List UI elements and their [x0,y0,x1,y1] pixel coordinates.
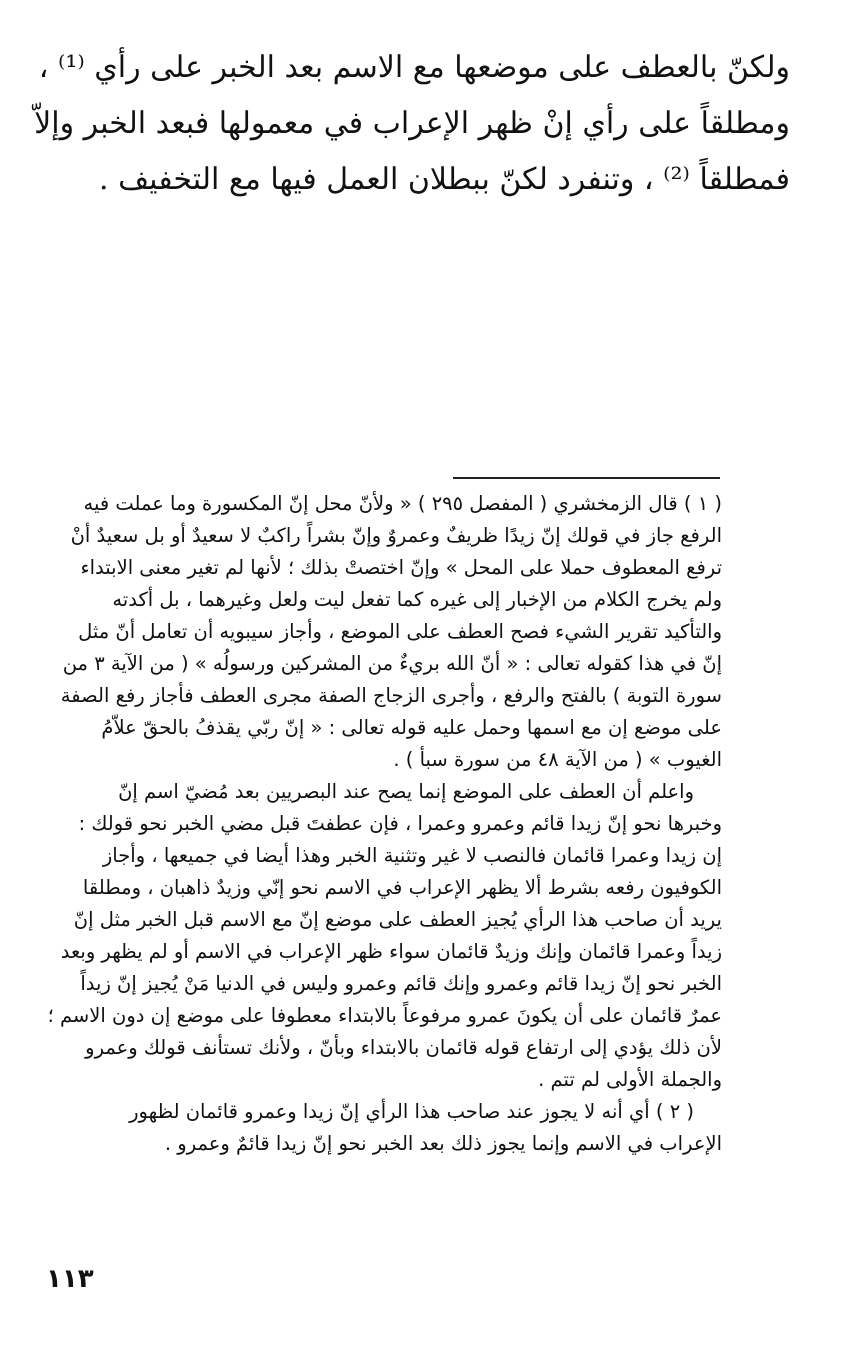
footnote-line: ترفع المعطوف حملا على المحل » وإنّ اختصتْ بذلك ؛ لأنها لم تغير معنى الابتداء [80,556,722,579]
main-text-line: ومطلقاً على رأي إنْ ظهر الإعراب في معمولها فبعد الخبر وإلاّ [34,106,790,141]
footnote-line: واعلم أن العطف على الموضع إنما يصح عند البصريين بعد مُضيّ اسم إنّ [118,780,694,803]
footnote-line: على موضع إن مع اسمها وحمل عليه قوله تعالى : « إنّ ربّي يقذفُ بالحقّ علاّمُ [101,716,722,739]
footnote-line: إن زيدا وعمرا قائمان فالنصب لا غير وتثنية الخبر وهذا أيضا في جميعها ، وأجاز [102,844,722,867]
main-text-block [34,40,790,208]
footnote-line: سورة التوبة ) بالفتح والرفع ، وأجرى الزجاج الصفة مجرى العطف فأجاز رفع الصفة [60,684,722,707]
page-number: ١١٣ [46,1264,94,1294]
footnote-line: ولم يخرج الكلام من الإخبار إلى غيره كما تفعل ليت ولعل وغيرهما ، بل أكدته [112,588,722,611]
footnote-line: والجملة الأولى لم تتم . [538,1068,722,1091]
footnote-line: الخبر نحو إنّ زيدا قائم وعمرو وإنك قائم وعمرو وليس في الدنيا مَنْ يُجيز إنّ زيداً [80,972,722,995]
main-text-line: فمطلقاً ⁽²⁾ ، وتنفرد لكنّ ببطلان العمل فيها مع التخفيف . [99,162,790,197]
footnote-line: ( ٢ ) أي أنه لا يجوز عند صاحب هذا الرأي إنّ زيدا وعمرو قائمان لظهور [129,1100,694,1123]
footnote-line: الغيوب » ( من الآية ٤٨ من سورة سبأ ) . [393,748,722,771]
footnote-line: إنّ في هذا كقوله تعالى : « أنّ الله بريءٌ من المشركين ورسولُه » ( من الآية ٣ من [62,652,722,675]
main-text-line: ولكنّ بالعطف على موضعها مع الاسم بعد الخبر على رأي ⁽¹⁾ ، [38,50,790,85]
footnote-line: الكوفيون رفعه بشرط ألا يظهر الإعراب في الاسم نحو إنّي وزيدٌ ذاهبان ، ومطلقا [82,876,722,899]
footnote-line: يريد أن صاحب هذا الرأي يُجيز العطف على موضع إنّ مع الاسم قبل الخبر مثل إنّ [73,908,722,931]
footnote-line: عمرٌ قائمان على أن يكونَ عمرو مرفوعاً بالابتداء معطوفا على موضع إن دون الاسم ؛ [47,1004,722,1027]
footnote-line: وخبرها نحو إنّ زيدا قائم وعمرو وعمرا ، فإن عطفتَ قبل مضي الخبر نحو قولك : [78,812,722,835]
footnote-line: الإعراب في الاسم وإنما يجوز ذلك بعد الخبر نحو إنّ زيدا قائمٌ وعمرو . [164,1132,722,1155]
footnote-separator [453,477,720,479]
footnote-line: والتأكيد تقرير الشيء فصح العطف على الموضع ، وأجاز سيبويه أن تعامل أنّ مثل [78,620,722,643]
footnote-line: الرفع جاز في قولك إنّ زيدًا ظريفٌ وعمروٌ وإنّ بشراً راكبٌ لا سعيدٌ أو بل سعيدٌ أنْ [70,524,722,547]
footnote-line: لأن ذلك يؤدي إلى ارتفاع قوله قائمان بالابتداء وبأنّ ، ولأنك تستأنف قولك وعمرو [85,1036,722,1059]
footnotes-block [47,488,722,1160]
footnote-line: ( ١ ) قال الزمخشري ( المفصل ٢٩٥ ) « ولأنّ محل إنّ المكسورة وما عملت فيه [83,492,722,515]
footnote-line: زيداً وعمرا قائمان وإنك وزيدٌ قائمان سواء ظهر الإعراب في الاسم أو لم يظهر وبعد [60,940,722,963]
